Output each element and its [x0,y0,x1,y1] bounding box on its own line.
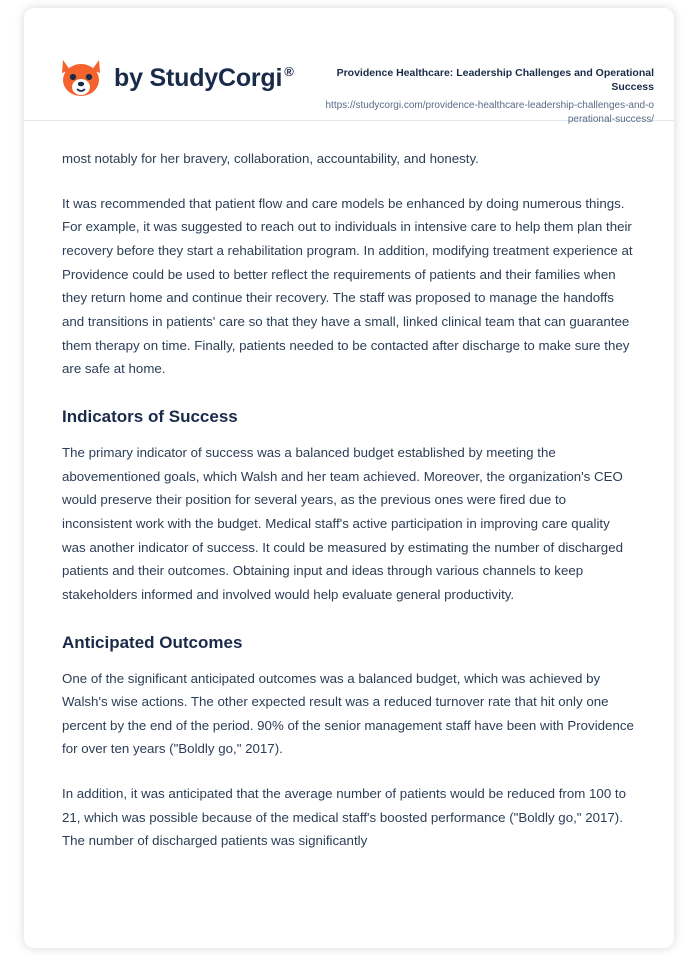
registered-mark: ® [284,64,294,80]
corgi-logo-icon [58,56,104,100]
paragraph: It was recommended that patient flow and care models be enhanced by doing numerous things. For example, it was suggested to reach out to individuals in intensive care to help them plan their recovery before they start a rehabilitation program. In addition, modifying treatment experience at Providence could be used to better reflect the requirements of patients and their families when they return home and continue their recovery. The staff was proposed to manage the handoffs and transitions in patients' care so that they have a small, linked clinical team that can guarantee them therapy on time. Finally, patients needed to be contacted after discharge to make sure they are safe at home. [62,195,633,377]
document-title: Providence Healthcare: Leadership Challenges and Operational Success [336,67,654,94]
document-url[interactable]: https://studycorgi.com/providence-healthcare-leadership-challenges-and-operational-success/ [325,100,654,126]
document-body [24,121,674,896]
paragraph: One of the significant anticipated outcomes was a balanced budget, which was achieved by Walsh's wise actions. The other expected result was a reduced turnover rate that hit only one percent by the end of the period. 90% of the senior management staff have been with Providence for over ten years ("Boldly go," 2017). [62,670,634,757]
document-meta [324,66,654,127]
section-heading: Anticipated Outcomes [62,632,243,652]
brand-name [114,64,294,93]
paragraph: The primary indicator of success was a balanced budget established by meeting the abovementioned goals, which Walsh and her team achieved. Moreover, the organization's CEO would preserve their position for several years, as the previous ones were fired due to inconsistent work with the budget. Medical staff's active participation in improving care quality was another indicator of success. It could be measured by estimating the number of discharged patients and their outcomes. Obtaining input and ideas through various channels to keep stakeholders informed and involved would help evaluate general productivity. [62,444,623,602]
document-header [24,8,674,126]
brand-logo[interactable] [58,56,294,100]
section-heading: Indicators of Success [62,406,238,426]
brand-name-text: by StudyCorgi [114,63,283,92]
paragraph: In addition, it was anticipated that the average number of patients would be reduced from 100 to 21, which was possible because of the medical staff's boosted performance ("Boldly go," 2017). The number of discharged patients was significantly [62,786,626,849]
paragraph: most notably for her bravery, collaboration, accountability, and honesty. [62,151,479,166]
document-sheet [24,8,674,948]
body-bottom-spacer [62,874,636,886]
